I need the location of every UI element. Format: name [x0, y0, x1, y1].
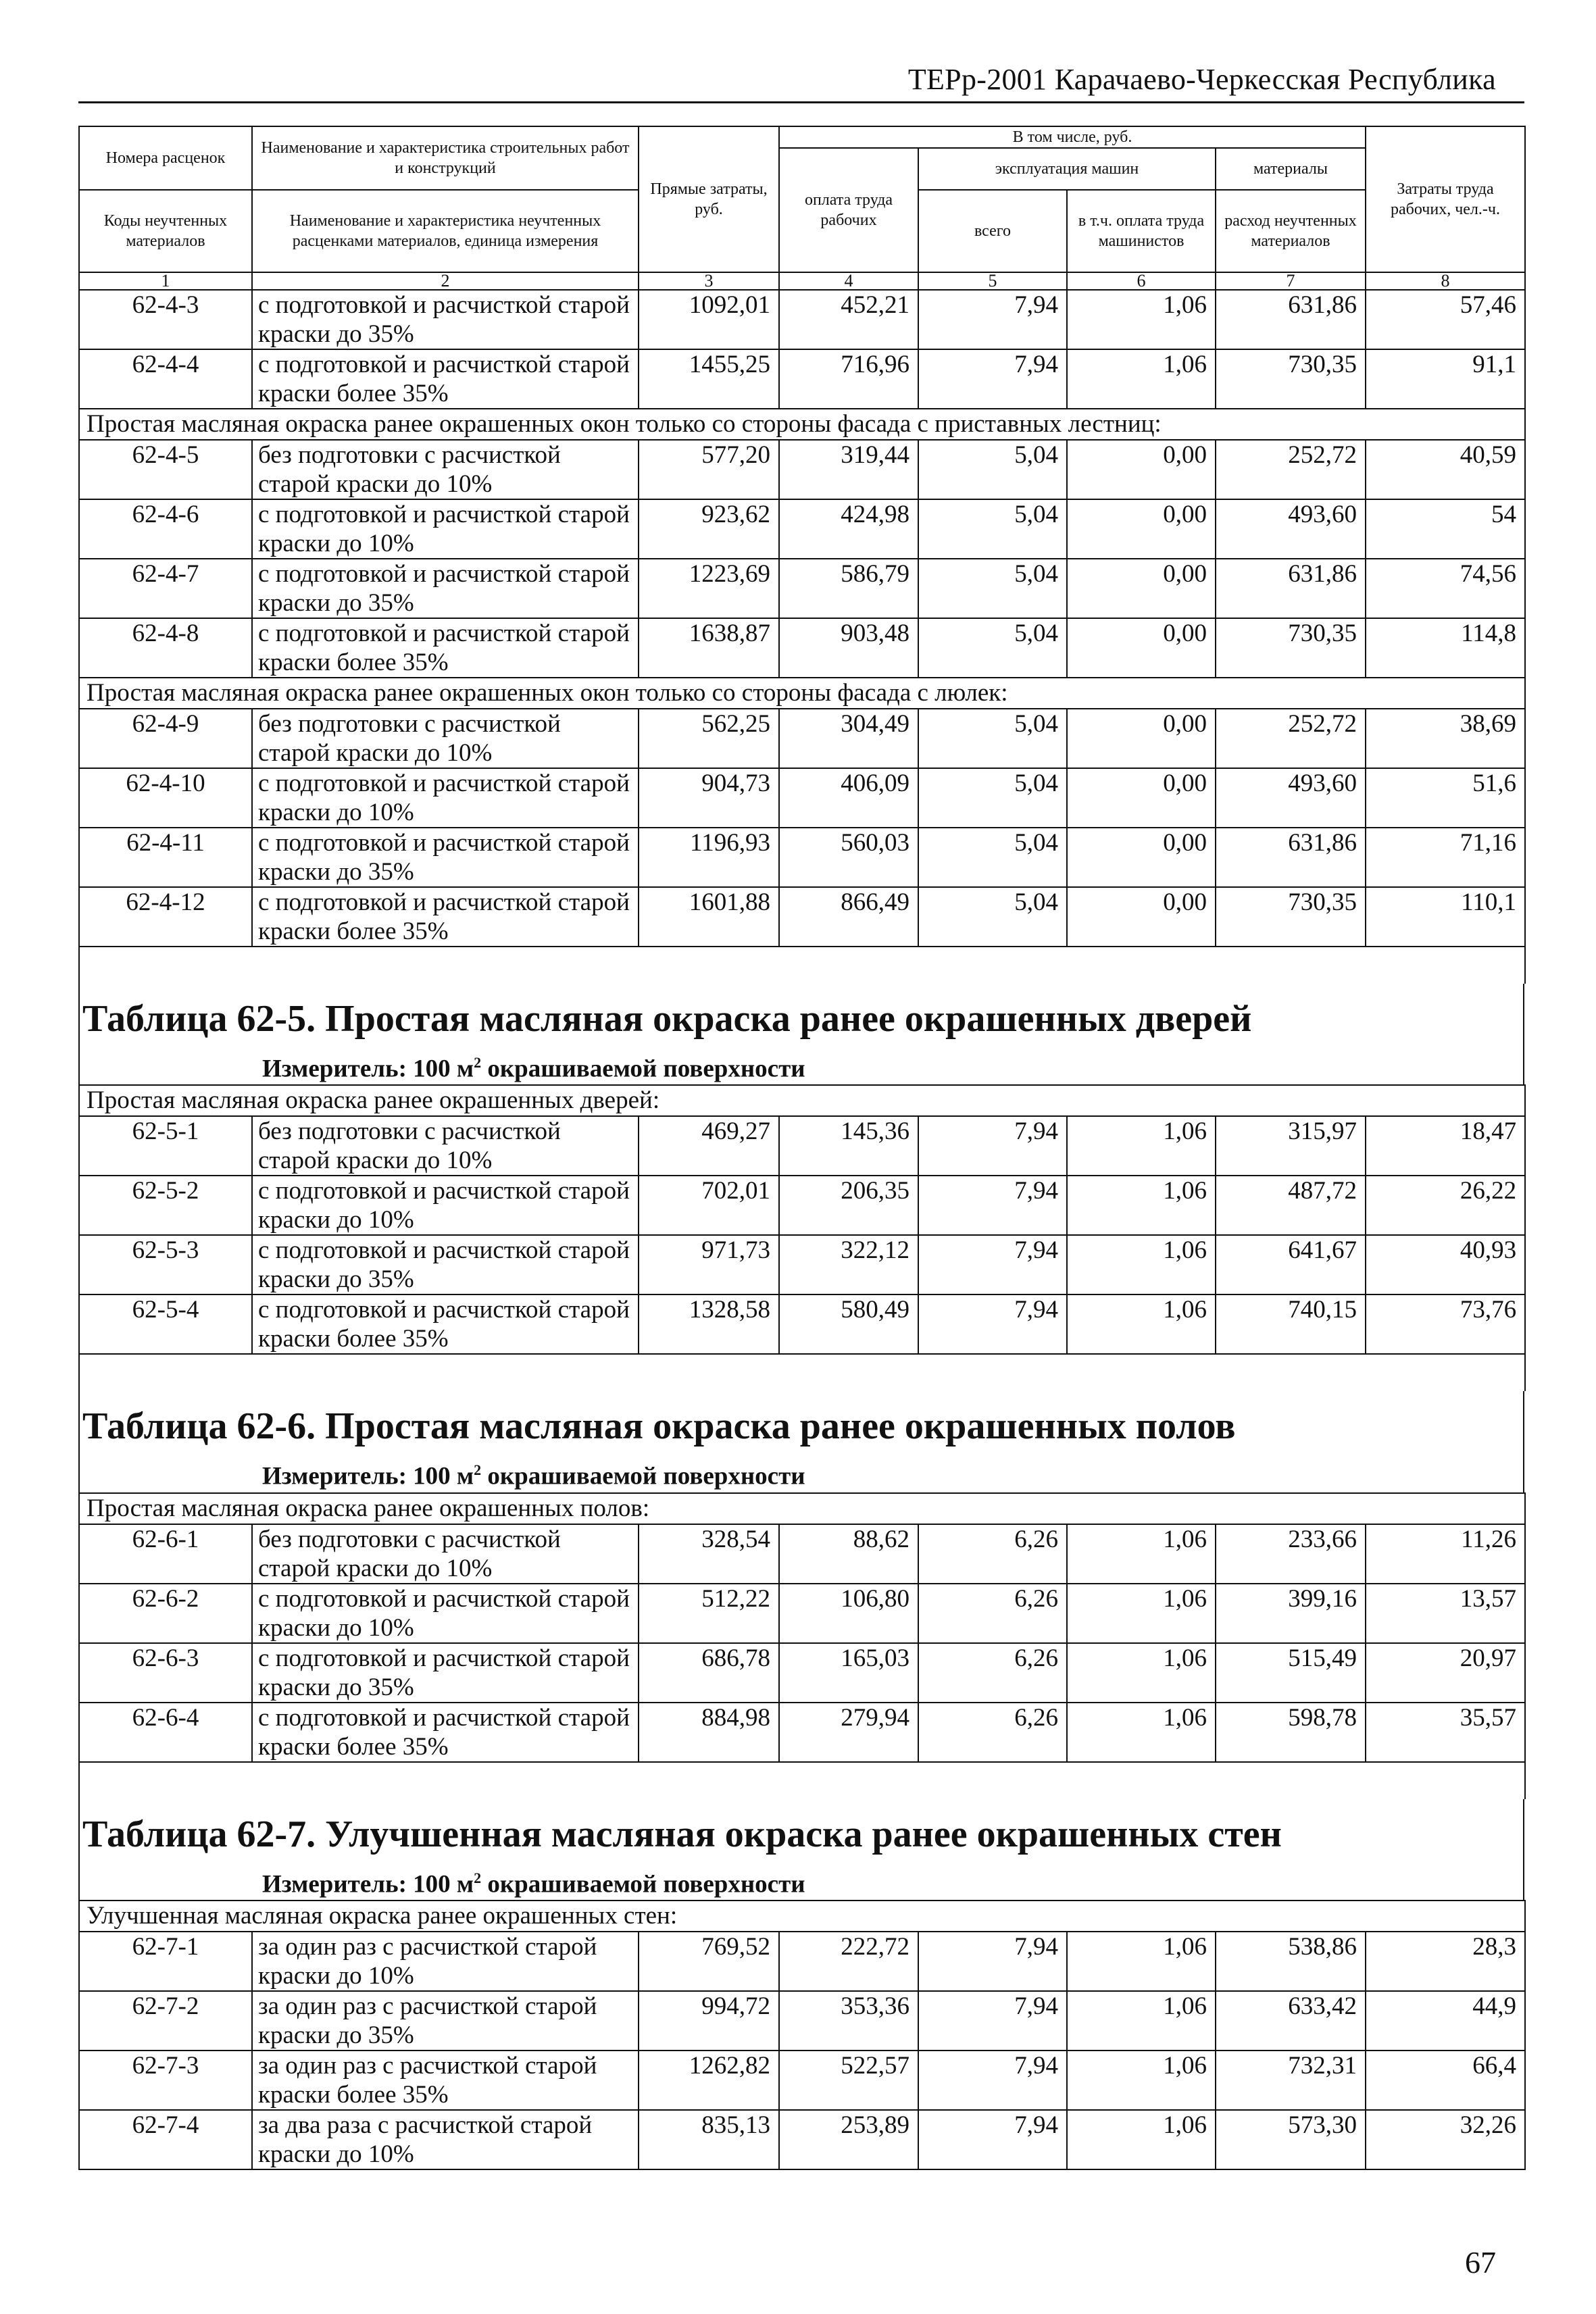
machines-total-value: 7,94 [918, 2110, 1067, 2169]
rate-row [79, 709, 1525, 768]
work-description: без подготовки с расчисткой старой краски до 10% [252, 440, 639, 499]
labor-hours-value: 35,57 [1366, 1703, 1525, 1762]
work-description: с подготовкой и расчисткой старой краски до 10% [252, 499, 639, 559]
spacer-row [79, 947, 1525, 984]
direct-costs-value: 994,72 [639, 1991, 779, 2051]
materials-consumption-value: 493,60 [1216, 768, 1366, 828]
operator-pay-value: 0,00 [1067, 887, 1216, 947]
labor-hours-value: 18,47 [1366, 1116, 1525, 1176]
machines-total-value: 7,94 [918, 1176, 1067, 1235]
rate-row [79, 2051, 1525, 2110]
table-heading: Таблица 62-7. Улучшенная масляная окраска ранее окрашенных стен [82, 1813, 1282, 1855]
rate-row [79, 1294, 1525, 1354]
group-heading-row [79, 1085, 1525, 1116]
rate-row [79, 1703, 1525, 1762]
labor-hours-value: 38,69 [1366, 709, 1525, 768]
rate-row [79, 499, 1525, 559]
operator-pay-value: 0,00 [1067, 440, 1216, 499]
operator-pay-value: 1,06 [1067, 1116, 1216, 1176]
materials-consumption-value: 631,86 [1216, 828, 1366, 887]
operator-pay-value: 1,06 [1067, 349, 1216, 409]
worker-pay-value: 88,62 [779, 1524, 918, 1584]
operator-pay-value: 0,00 [1067, 499, 1216, 559]
work-description: с подготовкой и расчисткой старой краски до 35% [252, 1643, 639, 1703]
group-heading: Простая масляная окраска ранее окрашенных дверей: [79, 1085, 1525, 1116]
column-header-row-1 [79, 126, 1525, 148]
rate-code: 62-7-2 [79, 1991, 252, 2051]
machines-total-value: 5,04 [918, 559, 1067, 618]
rate-row [79, 1584, 1525, 1643]
direct-costs-value: 835,13 [639, 2110, 779, 2169]
worker-pay-value: 322,12 [779, 1235, 918, 1294]
operator-pay-value: 1,06 [1067, 1524, 1216, 1584]
worker-pay-value: 353,36 [779, 1991, 918, 2051]
page-number: 67 [1465, 2245, 1496, 2280]
rate-row [79, 1116, 1525, 1176]
rate-code: 62-7-4 [79, 2110, 252, 2169]
labor-hours-value: 28,3 [1366, 1932, 1525, 1991]
materials-consumption-value: 252,72 [1216, 709, 1366, 768]
rate-row [79, 1235, 1525, 1294]
labor-hours-value: 44,9 [1366, 1991, 1525, 2051]
machines-total-value: 5,04 [918, 618, 1067, 678]
worker-pay-value: 165,03 [779, 1643, 918, 1703]
materials-consumption-value: 315,97 [1216, 1116, 1366, 1176]
machines-total-value: 7,94 [918, 1294, 1067, 1354]
work-description: с подготовкой и расчисткой старой краски до 35% [252, 828, 639, 887]
labor-hours-value: 40,93 [1366, 1235, 1525, 1294]
machines-total-value: 7,94 [918, 1235, 1067, 1294]
col-including-header: В том числе, руб. [779, 126, 1366, 148]
machines-total-value: 5,04 [918, 828, 1067, 887]
materials-consumption-value: 515,49 [1216, 1643, 1366, 1703]
col-name-header: Наименование и характеристика строительных работ и конструкций [252, 126, 639, 190]
group-heading: Простая масляная окраска ранее окрашенных полов: [79, 1493, 1525, 1524]
labor-hours-value: 71,16 [1366, 828, 1525, 887]
col-codes-header: Номера расценок [79, 126, 252, 190]
materials-consumption-value: 730,35 [1216, 349, 1366, 409]
rate-code: 62-6-2 [79, 1584, 252, 1643]
worker-pay-value: 222,72 [779, 1932, 918, 1991]
materials-consumption-value: 641,67 [1216, 1235, 1366, 1294]
table-62-5-heading-block [78, 984, 1524, 1084]
direct-costs-value: 1262,82 [639, 2051, 779, 2110]
materials-consumption-value: 598,78 [1216, 1703, 1366, 1762]
group-heading: Улучшенная масляная окраска ранее окрашенных стен: [79, 1901, 1525, 1932]
rate-row [79, 618, 1525, 678]
worker-pay-value: 522,57 [779, 2051, 918, 2110]
rate-code: 62-5-4 [79, 1294, 252, 1354]
worker-pay-value: 586,79 [779, 559, 918, 618]
group-heading: Простая масляная окраска ранее окрашенных окон только со стороны фасада с люлек: [79, 678, 1525, 709]
operator-pay-value: 1,06 [1067, 1235, 1216, 1294]
work-description: с подготовкой и расчисткой старой краски до 10% [252, 768, 639, 828]
direct-costs-value: 702,01 [639, 1176, 779, 1235]
col-direct-costs-header: Прямые затраты, руб. [639, 126, 779, 272]
materials-consumption-value: 252,72 [1216, 440, 1366, 499]
column-numbers-row [79, 272, 1525, 290]
machines-total-value: 5,04 [918, 768, 1067, 828]
operator-pay-value: 1,06 [1067, 290, 1216, 349]
work-description: с подготовкой и расчисткой старой краски до 10% [252, 1584, 639, 1643]
labor-hours-value: 74,56 [1366, 559, 1525, 618]
machines-total-value: 5,04 [918, 499, 1067, 559]
materials-consumption-value: 399,16 [1216, 1584, 1366, 1643]
rate-row [79, 828, 1525, 887]
col-number: 7 [1216, 272, 1366, 290]
work-description: с подготовкой и расчисткой старой краски более 35% [252, 618, 639, 678]
worker-pay-value: 106,80 [779, 1584, 918, 1643]
work-description: за два раза с расчисткой старой краски до 10% [252, 2110, 639, 2169]
materials-consumption-value: 730,35 [1216, 887, 1366, 947]
rates-table-62-5 [78, 1084, 1526, 1391]
rate-row [79, 887, 1525, 947]
rate-code: 62-4-7 [79, 559, 252, 618]
direct-costs-value: 328,54 [639, 1524, 779, 1584]
materials-consumption-value: 233,66 [1216, 1524, 1366, 1584]
operator-pay-value: 1,06 [1067, 1584, 1216, 1643]
group-heading: Простая масляная окраска ранее окрашенных окон только со стороны фасада с приставных лестниц: [79, 409, 1525, 440]
measure-unit: Измеритель: 100 $м^2$ окрашиваемой поверхности [262, 1461, 805, 1490]
rate-code: 62-4-4 [79, 349, 252, 409]
direct-costs-value: 923,62 [639, 499, 779, 559]
operator-pay-value: 0,00 [1067, 768, 1216, 828]
worker-pay-value: 424,98 [779, 499, 918, 559]
machines-total-value: 6,26 [918, 1703, 1067, 1762]
rate-code: 62-5-1 [79, 1116, 252, 1176]
operator-pay-value: 0,00 [1067, 709, 1216, 768]
direct-costs-value: 686,78 [639, 1643, 779, 1703]
col-operator-pay-header: в т.ч. оплата труда машинистов [1067, 190, 1216, 272]
header-rule [78, 101, 1524, 103]
labor-hours-value: 20,97 [1366, 1643, 1525, 1703]
direct-costs-value: 1601,88 [639, 887, 779, 947]
rate-row [79, 559, 1525, 618]
direct-costs-value: 562,25 [639, 709, 779, 768]
worker-pay-value: 279,94 [779, 1703, 918, 1762]
col-number: 3 [639, 272, 779, 290]
labor-hours-value: 26,22 [1366, 1176, 1525, 1235]
group-heading-row [79, 1901, 1525, 1932]
direct-costs-value: 769,52 [639, 1932, 779, 1991]
rate-row [79, 440, 1525, 499]
materials-consumption-value: 633,42 [1216, 1991, 1366, 2051]
machines-total-value: 7,94 [918, 349, 1067, 409]
materials-consumption-value: 740,15 [1216, 1294, 1366, 1354]
direct-costs-value: 469,27 [639, 1116, 779, 1176]
work-description: за один раз с расчисткой старой краски до 35% [252, 1991, 639, 2051]
operator-pay-value: 0,00 [1067, 559, 1216, 618]
spacer-row [79, 1354, 1525, 1391]
operator-pay-value: 0,00 [1067, 618, 1216, 678]
work-description: с подготовкой и расчисткой старой краски более 35% [252, 1294, 639, 1354]
worker-pay-value: 560,03 [779, 828, 918, 887]
labor-hours-value: 66,4 [1366, 2051, 1525, 2110]
operator-pay-value: 1,06 [1067, 2110, 1216, 2169]
work-description: без подготовки с расчисткой старой краски до 10% [252, 709, 639, 768]
rate-code: 62-4-5 [79, 440, 252, 499]
work-description: за один раз с расчисткой старой краски до 10% [252, 1932, 639, 1991]
machines-total-value: 6,26 [918, 1524, 1067, 1584]
col-number: 4 [779, 272, 918, 290]
table-heading: Таблица 62-5. Простая масляная окраска ранее окрашенных дверей [82, 998, 1252, 1040]
direct-costs-value: 1196,93 [639, 828, 779, 887]
rate-row [79, 768, 1525, 828]
col-machines-total-header: всего [918, 190, 1067, 272]
rates-table-62-4 [78, 126, 1526, 984]
work-description: с подготовкой и расчисткой старой краски до 35% [252, 290, 639, 349]
col-number: 2 [252, 272, 639, 290]
col-worker-pay-header: оплата труда рабочих [779, 148, 918, 272]
rate-code: 62-4-3 [79, 290, 252, 349]
work-description: без подготовки с расчисткой старой краски до 10% [252, 1116, 639, 1176]
table-heading: Таблица 62-6. Простая масляная окраска ранее окрашенных полов [82, 1405, 1236, 1448]
materials-consumption-value: 538,86 [1216, 1932, 1366, 1991]
work-description: с подготовкой и расчисткой старой краски до 35% [252, 1235, 639, 1294]
rate-code: 62-7-1 [79, 1932, 252, 1991]
machines-total-value: 7,94 [918, 1116, 1067, 1176]
work-description: с подготовкой и расчисткой старой краски до 35% [252, 559, 639, 618]
worker-pay-value: 452,21 [779, 290, 918, 349]
rate-code: 62-4-9 [79, 709, 252, 768]
operator-pay-value: 1,06 [1067, 1643, 1216, 1703]
rates-table-62-6 [78, 1492, 1526, 1799]
col-materials-header: материалы [1216, 148, 1366, 190]
machines-total-value: 5,04 [918, 709, 1067, 768]
rates-document [78, 126, 1524, 2170]
rate-row [79, 349, 1525, 409]
rate-row [79, 1932, 1525, 1991]
col-number: 6 [1067, 272, 1216, 290]
materials-consumption-value: 631,86 [1216, 290, 1366, 349]
direct-costs-value: 577,20 [639, 440, 779, 499]
labor-hours-value: 51,6 [1366, 768, 1525, 828]
work-description: без подготовки с расчисткой старой краски до 10% [252, 1524, 639, 1584]
materials-consumption-value: 487,72 [1216, 1176, 1366, 1235]
rate-row [79, 1176, 1525, 1235]
direct-costs-value: 1223,69 [639, 559, 779, 618]
direct-costs-value: 884,98 [639, 1703, 779, 1762]
labor-hours-value: 54 [1366, 499, 1525, 559]
machines-total-value: 7,94 [918, 290, 1067, 349]
rate-code: 62-4-12 [79, 887, 252, 947]
machines-total-value: 7,94 [918, 1991, 1067, 2051]
worker-pay-value: 206,35 [779, 1176, 918, 1235]
group-heading-row [79, 678, 1525, 709]
operator-pay-value: 1,06 [1067, 2051, 1216, 2110]
machines-total-value: 6,26 [918, 1643, 1067, 1703]
worker-pay-value: 145,36 [779, 1116, 918, 1176]
rates-table-62-7 [78, 1900, 1526, 2170]
worker-pay-value: 304,49 [779, 709, 918, 768]
operator-pay-value: 1,06 [1067, 1703, 1216, 1762]
direct-costs-value: 971,73 [639, 1235, 779, 1294]
measure-unit: Измеритель: 100 $м^2$ окрашиваемой поверхности [262, 1869, 805, 1898]
table-62-6-heading-block [78, 1391, 1524, 1492]
col-unaccounted-codes-header: Коды неучтенных материалов [79, 190, 252, 272]
rate-code: 62-6-1 [79, 1524, 252, 1584]
worker-pay-value: 253,89 [779, 2110, 918, 2169]
col-number: 8 [1366, 272, 1525, 290]
labor-hours-value: 91,1 [1366, 349, 1525, 409]
rate-row [79, 1524, 1525, 1584]
operator-pay-value: 1,06 [1067, 1294, 1216, 1354]
group-heading-row [79, 409, 1525, 440]
work-description: с подготовкой и расчисткой старой краски более 35% [252, 1703, 639, 1762]
col-materials-consumption-header: расход неучтенных материалов [1216, 190, 1366, 272]
worker-pay-value: 580,49 [779, 1294, 918, 1354]
rate-code: 62-6-3 [79, 1643, 252, 1703]
col-number: 1 [79, 272, 252, 290]
worker-pay-value: 866,49 [779, 887, 918, 947]
table-62-7-heading-block [78, 1799, 1524, 1900]
worker-pay-value: 716,96 [779, 349, 918, 409]
worker-pay-value: 319,44 [779, 440, 918, 499]
operator-pay-value: 1,06 [1067, 1176, 1216, 1235]
rate-row [79, 290, 1525, 349]
labor-hours-value: 57,46 [1366, 290, 1525, 349]
measure-unit: Измеритель: 100 $м^2$ окрашиваемой поверхности [262, 1054, 805, 1083]
labor-hours-value: 73,76 [1366, 1294, 1525, 1354]
rate-row [79, 1643, 1525, 1703]
machines-total-value: 7,94 [918, 2051, 1067, 2110]
col-number: 5 [918, 272, 1067, 290]
labor-hours-value: 13,57 [1366, 1584, 1525, 1643]
rate-row [79, 2110, 1525, 2169]
work-description: с подготовкой и расчисткой старой краски до 10% [252, 1176, 639, 1235]
labor-hours-value: 11,26 [1366, 1524, 1525, 1584]
machines-total-value: 5,04 [918, 440, 1067, 499]
direct-costs-value: 1638,87 [639, 618, 779, 678]
direct-costs-value: 904,73 [639, 768, 779, 828]
rate-row [79, 1991, 1525, 2051]
rate-code: 62-6-4 [79, 1703, 252, 1762]
materials-consumption-value: 573,30 [1216, 2110, 1366, 2169]
direct-costs-value: 1455,25 [639, 349, 779, 409]
col-labor-hours-header: Затраты труда рабочих, чел.-ч. [1366, 126, 1525, 272]
work-description: с подготовкой и расчисткой старой краски более 35% [252, 887, 639, 947]
machines-total-value: 6,26 [918, 1584, 1067, 1643]
rate-code: 62-5-3 [79, 1235, 252, 1294]
direct-costs-value: 512,22 [639, 1584, 779, 1643]
operator-pay-value: 1,06 [1067, 1991, 1216, 2051]
work-description: с подготовкой и расчисткой старой краски более 35% [252, 349, 639, 409]
rate-code: 62-4-11 [79, 828, 252, 887]
col-unaccounted-name-header: Наименование и характеристика неучтенных расценками материалов, единица измерения [252, 190, 639, 272]
col-machines-header: эксплуатация машин [918, 148, 1216, 190]
labor-hours-value: 40,59 [1366, 440, 1525, 499]
group-heading-row [79, 1493, 1525, 1524]
work-description: за один раз с расчисткой старой краски более 35% [252, 2051, 639, 2110]
operator-pay-value: 1,06 [1067, 1932, 1216, 1991]
rate-code: 62-4-10 [79, 768, 252, 828]
machines-total-value: 5,04 [918, 887, 1067, 947]
rate-code: 62-7-3 [79, 2051, 252, 2110]
direct-costs-value: 1328,58 [639, 1294, 779, 1354]
materials-consumption-value: 493,60 [1216, 499, 1366, 559]
rate-code: 62-4-8 [79, 618, 252, 678]
direct-costs-value: 1092,01 [639, 290, 779, 349]
worker-pay-value: 903,48 [779, 618, 918, 678]
materials-consumption-value: 732,31 [1216, 2051, 1366, 2110]
running-header: ТЕРр-2001 Карачаево-Черкесская Республика [907, 63, 1496, 96]
materials-consumption-value: 730,35 [1216, 618, 1366, 678]
worker-pay-value: 406,09 [779, 768, 918, 828]
operator-pay-value: 0,00 [1067, 828, 1216, 887]
labor-hours-value: 110,1 [1366, 887, 1525, 947]
rate-code: 62-5-2 [79, 1176, 252, 1235]
labor-hours-value: 32,26 [1366, 2110, 1525, 2169]
rate-code: 62-4-6 [79, 499, 252, 559]
spacer-row [79, 1762, 1525, 1799]
materials-consumption-value: 631,86 [1216, 559, 1366, 618]
machines-total-value: 7,94 [918, 1932, 1067, 1991]
labor-hours-value: 114,8 [1366, 618, 1525, 678]
